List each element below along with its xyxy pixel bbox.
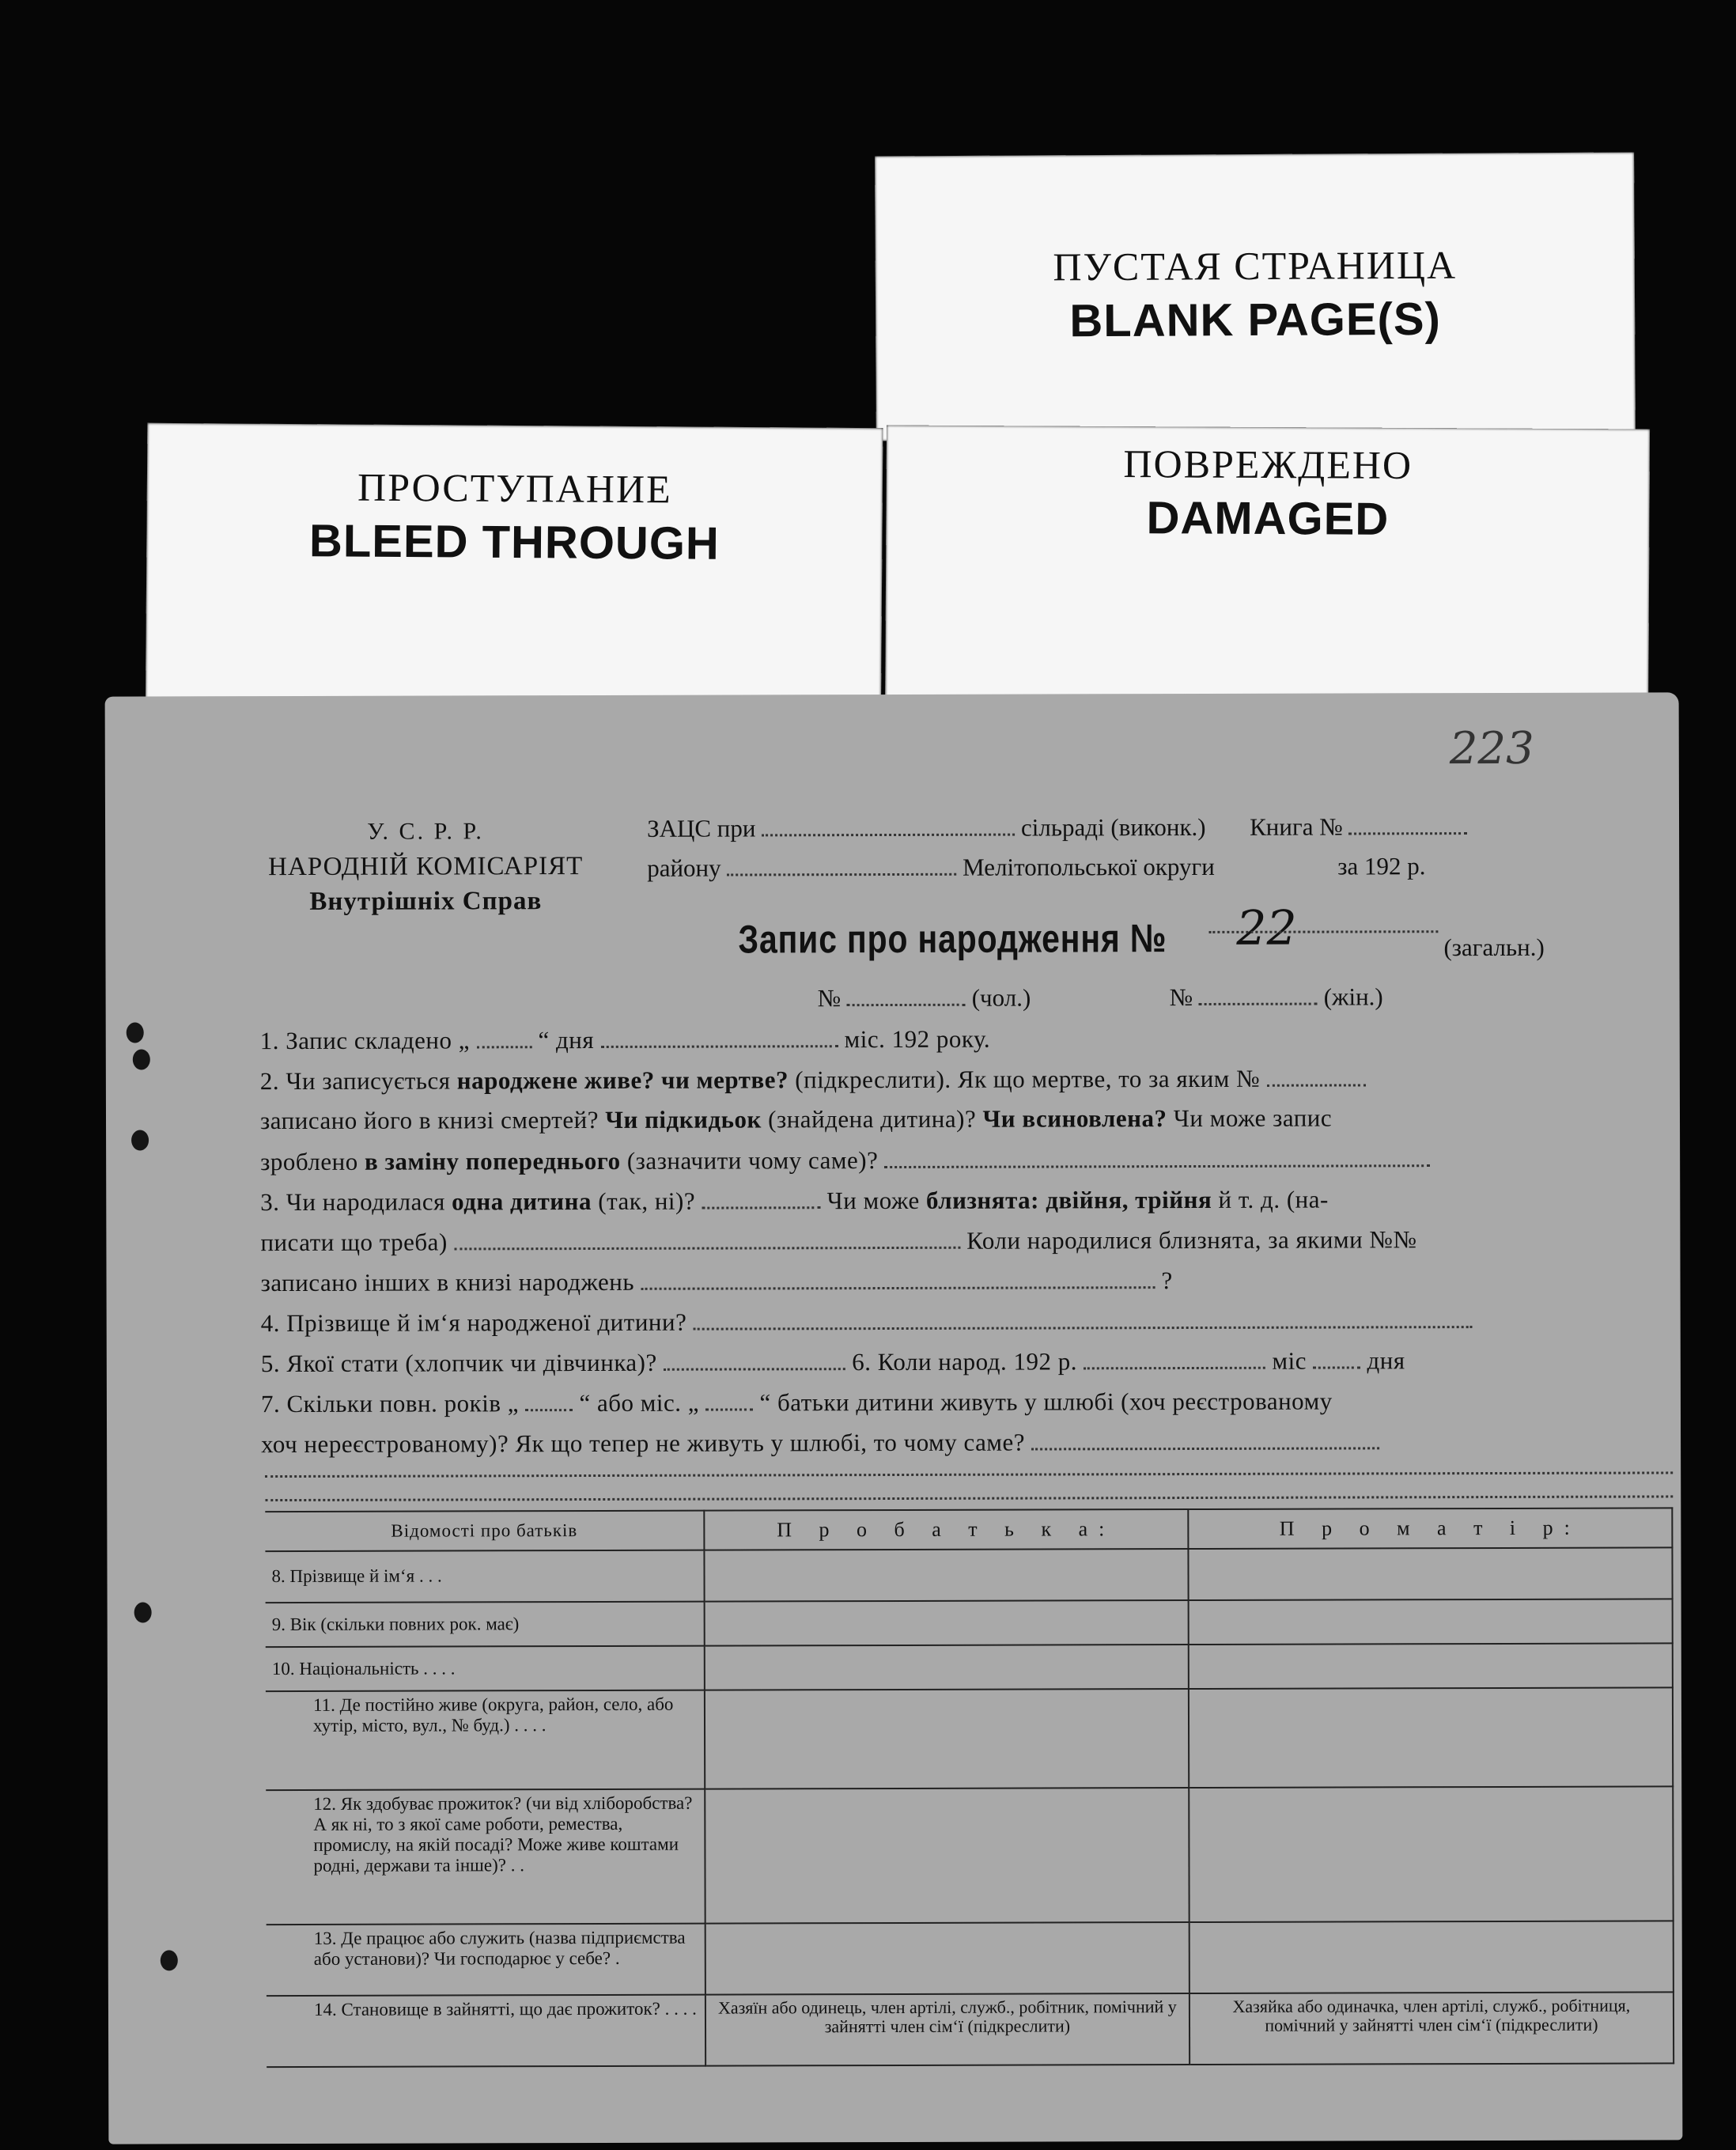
table-row (266, 1643, 1673, 1691)
q4-name-field[interactable] (694, 1305, 1473, 1331)
table-top-rule (265, 1495, 1673, 1501)
q1-text-b: “ дня (538, 1025, 595, 1054)
gov-line-2: НАРОДНІЙ КОМІСАРІЯТ (268, 852, 584, 882)
silradi-label: сільраді (виконк.) (1020, 812, 1206, 842)
q1-month-field[interactable] (600, 1024, 838, 1048)
table-header-row (265, 1508, 1672, 1551)
rayonu-label: району (647, 854, 721, 882)
q3-text-c: (так, ні)? (598, 1187, 696, 1215)
question-2-line-1 (260, 1063, 1366, 1096)
header-father: П р о б а т ь к а: (704, 1509, 1188, 1550)
q2-reason-field[interactable] (885, 1144, 1431, 1168)
q2-text-c: (підкреслити). Як що мертве, то за яким № (795, 1064, 1261, 1094)
za-year-label: за 192 р. (1337, 852, 1426, 880)
book-label: Книга № (1250, 812, 1343, 841)
form-title (738, 915, 1167, 962)
q2-text-i: зроблено (260, 1147, 358, 1176)
q3-text-j: записано інших в книзі народжень (260, 1267, 634, 1297)
q3-text-d: Чи може (826, 1186, 920, 1215)
question-2-line-2 (260, 1104, 1332, 1136)
mother-field-9[interactable] (1189, 1599, 1673, 1645)
q5-sex-field[interactable] (664, 1347, 845, 1371)
q2-death-number-field[interactable] (1266, 1063, 1365, 1086)
rayon-field[interactable] (727, 853, 956, 876)
q1-day-field[interactable] (476, 1025, 531, 1048)
q7-years-field[interactable] (525, 1388, 573, 1411)
q3-text-g: й т. д. (на- (1218, 1185, 1329, 1213)
q7-text-a: 7. Скільки повн. років „ (260, 1389, 519, 1418)
q3-one-child-field[interactable] (702, 1186, 820, 1209)
punch-hole (131, 1130, 149, 1150)
mother-field-13[interactable] (1189, 1921, 1674, 1993)
table-row (267, 1921, 1674, 1996)
q7-text-b: “ або міс. „ (579, 1388, 700, 1418)
table-row (265, 1547, 1672, 1603)
q6-day-field[interactable] (1313, 1346, 1360, 1368)
father-field-13[interactable] (705, 1922, 1189, 1995)
number-zhin-line (1170, 982, 1383, 1012)
zhin-number-field[interactable] (1199, 982, 1318, 1005)
page-number: 223 (1449, 722, 1534, 775)
row-label-13: 13. Де працює або служить (назва підприємства або установи)? Чи господарює у себе? . (267, 1924, 705, 1996)
damaged-ru: ПОВРЕЖДЕНО (1123, 441, 1413, 487)
q7-continuation-field[interactable] (265, 1471, 1673, 1478)
form-title-text: Запис про народження № (738, 916, 1167, 962)
row-label-12: 12. Як здобуває прожиток? (чи від хліборобства? А як ні, то з якої саме роботи, ремества, промислу, на якій посаді? Може живе коштами родні, держави та інше)? . . (266, 1789, 705, 1925)
father-status-options[interactable]: Хазяїн або одинець, член артілі, служб., робітник, помічний у зайнятті член сім‘ї (підкреслити) (705, 1993, 1189, 2066)
question-1 (260, 1024, 991, 1055)
punch-hole (127, 1022, 144, 1043)
rayon-line (647, 851, 1425, 883)
q2-text-d: записано його в книзі смертей? (259, 1105, 599, 1135)
q1-text-c: міс. 192 року. (844, 1024, 991, 1054)
book-field[interactable] (1348, 812, 1467, 835)
no-chol-label: № (817, 984, 842, 1013)
header-info: Відомості про батьків (265, 1511, 704, 1551)
q2-text-k: (зазначити чому саме)? (626, 1146, 879, 1175)
question-4 (261, 1305, 1473, 1338)
zags-label: ЗАЦС при (647, 814, 756, 842)
father-field-9[interactable] (704, 1600, 1188, 1646)
father-field-10[interactable] (705, 1645, 1189, 1690)
punch-hole (133, 1049, 150, 1069)
damaged-en: DAMAGED (1146, 492, 1390, 545)
table-row (267, 1992, 1674, 2067)
q2-text-j: в заміну попереднього (364, 1146, 621, 1175)
father-field-11[interactable] (705, 1689, 1189, 1789)
table-row (266, 1687, 1673, 1790)
table-row (266, 1599, 1673, 1647)
q3-text-e: близнята: (925, 1186, 1040, 1214)
question-5-6 (261, 1346, 1405, 1378)
q4-text: 4. Прізвище й ім‘я народженої дитини? (260, 1308, 687, 1338)
q7-text-d: хоч нереєстрованому)? Як що тепер не живуть у шлюбі, то чому саме? (261, 1428, 1026, 1459)
q6-text-b: міс (1272, 1346, 1307, 1375)
zags-field[interactable] (762, 813, 1015, 837)
question-2-line-3 (260, 1144, 1431, 1176)
chol-label: (чол.) (971, 983, 1031, 1012)
mother-field-10[interactable] (1189, 1643, 1673, 1689)
record-number-field[interactable] (1208, 930, 1438, 933)
bleed-through-en: BLEED THROUGH (308, 515, 720, 570)
q7-reason-field[interactable] (1031, 1426, 1379, 1450)
q2-text-b: народжене живе? чи мертве? (456, 1066, 789, 1095)
blank-page-card (875, 152, 1636, 441)
birth-record-form (105, 692, 1683, 2144)
row-label-8: 8. Прізвище й ім‘я . . . (265, 1550, 704, 1603)
mother-status-options[interactable]: Хазяйка або одиначка, член артілі, служб., робітниця, помічний у зайнятті член сім‘ї (підкреслити) (1189, 1992, 1674, 2065)
record-number: 22 (1236, 900, 1297, 956)
q3-text-h: писати що треба) (260, 1228, 448, 1257)
number-chol-line (818, 983, 1031, 1013)
okrug-label: Мелітопольської округи (963, 852, 1215, 881)
q2-text-a: 2. Чи записується (259, 1066, 451, 1096)
q1-text-a: 1. Запис складено „ (259, 1026, 471, 1055)
gov-line-1: У. С. Р. Р. (367, 818, 484, 845)
gov-line-3: Внутрішніх Справ (309, 887, 543, 916)
question-7-line-1 (261, 1387, 1333, 1419)
q3-twins-field[interactable] (454, 1226, 960, 1251)
q2-text-h: Чи може запис (1173, 1103, 1333, 1133)
row-label-14: 14. Становище в зайнятті, що дає прожиток? . . . . (267, 1995, 705, 2067)
q2-text-g: Чи всиновлена? (982, 1104, 1167, 1133)
row-label-9: 9. Вік (скільки повних рок. має) (266, 1602, 705, 1647)
father-field-12[interactable] (705, 1788, 1189, 1924)
punch-hole (134, 1602, 152, 1622)
q6-month-field[interactable] (1084, 1346, 1265, 1370)
q3-text-b: одна дитина (452, 1187, 592, 1216)
zagaln-label: (загальн.) (1443, 933, 1545, 962)
q6-text-c: дня (1367, 1346, 1405, 1375)
row-label-11: 11. Де постійно живе (округа, район, село, або хутір, місто, вул., № буд.) . . . . (266, 1690, 705, 1790)
blank-page-ru: ПУСТАЯ СТРАНИЦА (1053, 242, 1458, 290)
table-row (266, 1786, 1673, 1925)
zhin-label: (жін.) (1323, 982, 1383, 1011)
question-3-line-1 (260, 1185, 1329, 1217)
chol-number-field[interactable] (847, 983, 966, 1006)
q3-text-f: двійня, трійня (1046, 1185, 1212, 1214)
q3-text-a: 3. Чи народилася (260, 1187, 445, 1217)
zags-line (647, 812, 1468, 843)
q3-other-records-field[interactable] (641, 1266, 1155, 1290)
q2-text-e: Чи підкидьок (605, 1105, 762, 1134)
row-label-10: 10. Національність . . . . (266, 1646, 705, 1691)
mother-field-12[interactable] (1189, 1786, 1674, 1922)
q3-text-k: ? (1161, 1266, 1173, 1295)
bleed-through-ru: ПРОСТУПАНИЕ (357, 464, 672, 512)
q5-text: 5. Якої стати (хлопчик чи дівчинка)? (260, 1348, 657, 1378)
question-3-line-2 (260, 1225, 1416, 1257)
parents-table (265, 1507, 1674, 2068)
question-7-line-2 (261, 1426, 1379, 1459)
mother-field-11[interactable] (1189, 1687, 1673, 1788)
father-field-8[interactable] (704, 1549, 1188, 1602)
q7-text-c: “ батьки дитини живуть у шлюбі (хоч реєстрованому (759, 1387, 1333, 1417)
mother-field-8[interactable] (1188, 1547, 1672, 1600)
government-header (248, 814, 603, 919)
q2-text-f: (знайдена дитина)? (768, 1104, 977, 1134)
q6-text-a: 6. Коли народ. 192 р. (852, 1347, 1078, 1376)
q7-months-field[interactable] (705, 1387, 753, 1410)
q3-text-i: Коли народилися близнята, за якими №№ (966, 1225, 1417, 1255)
header-mother: П р о м а т і р: (1188, 1508, 1672, 1549)
no-zhin-label: № (1169, 983, 1193, 1012)
question-3-line-3 (261, 1266, 1173, 1297)
blank-page-en: BLANK PAGE(S) (1069, 293, 1442, 347)
punch-hole (161, 1950, 178, 1970)
